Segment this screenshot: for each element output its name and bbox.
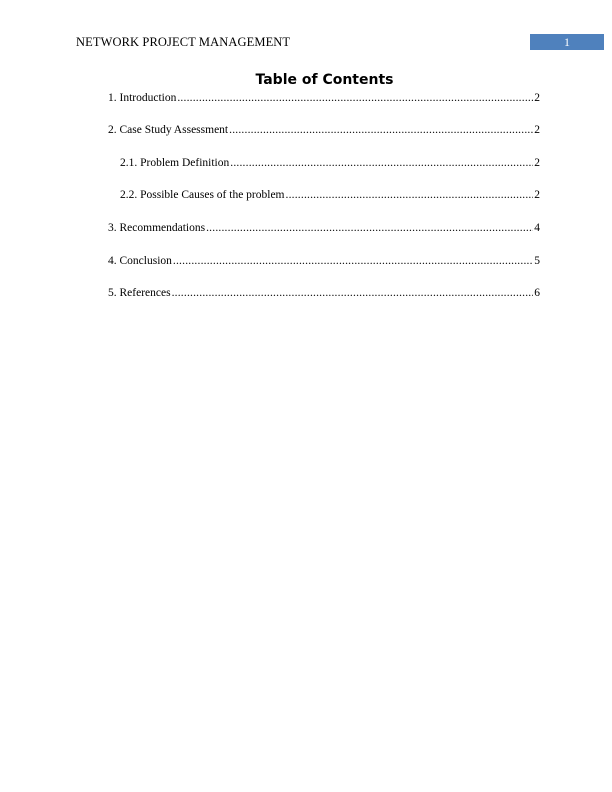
toc-entry-references[interactable] xyxy=(108,286,540,300)
toc-entry-label: 2.2. Possible Causes of the problem xyxy=(120,189,285,201)
toc-dot-leader xyxy=(206,221,533,235)
page-number-badge xyxy=(530,34,604,50)
toc-dot-leader xyxy=(230,156,533,170)
toc-entry-page: 6 xyxy=(534,287,540,299)
toc-entry-page: 2 xyxy=(534,157,540,169)
toc-entry-label: 2. Case Study Assessment xyxy=(108,124,229,136)
toc-entry-possible-causes[interactable] xyxy=(120,188,540,202)
toc-entry-conclusion[interactable] xyxy=(108,254,540,268)
toc-entry-label: 2.1. Problem Definition xyxy=(120,157,230,169)
toc-dot-leader xyxy=(286,188,534,202)
toc-entry-recommendations[interactable] xyxy=(108,221,540,235)
toc-entry-label: 5. References xyxy=(108,287,171,299)
toc-entry-label: 1. Introduction xyxy=(108,92,177,104)
toc-entry-label: 4. Conclusion xyxy=(108,255,172,267)
page-number: 1 xyxy=(564,35,570,49)
toc-entry-case-study-assessment[interactable] xyxy=(108,123,540,137)
toc-entry-page: 2 xyxy=(534,92,540,104)
toc-dot-leader xyxy=(172,286,534,300)
toc-title: Table of Contents xyxy=(255,72,394,88)
toc-entry-problem-definition[interactable] xyxy=(120,156,540,170)
toc-entry-page: 2 xyxy=(534,124,540,136)
toc-entry-introduction[interactable] xyxy=(108,91,540,105)
toc-entry-page: 5 xyxy=(534,255,540,267)
toc-dot-leader xyxy=(173,254,533,268)
toc-dot-leader xyxy=(177,91,533,105)
toc-dot-leader xyxy=(229,123,533,137)
toc-entry-page: 2 xyxy=(534,189,540,201)
header-title: NETWORK PROJECT MANAGEMENT xyxy=(76,35,291,49)
toc-entry-page: 4 xyxy=(534,222,540,234)
toc-entry-label: 3. Recommendations xyxy=(108,222,206,234)
